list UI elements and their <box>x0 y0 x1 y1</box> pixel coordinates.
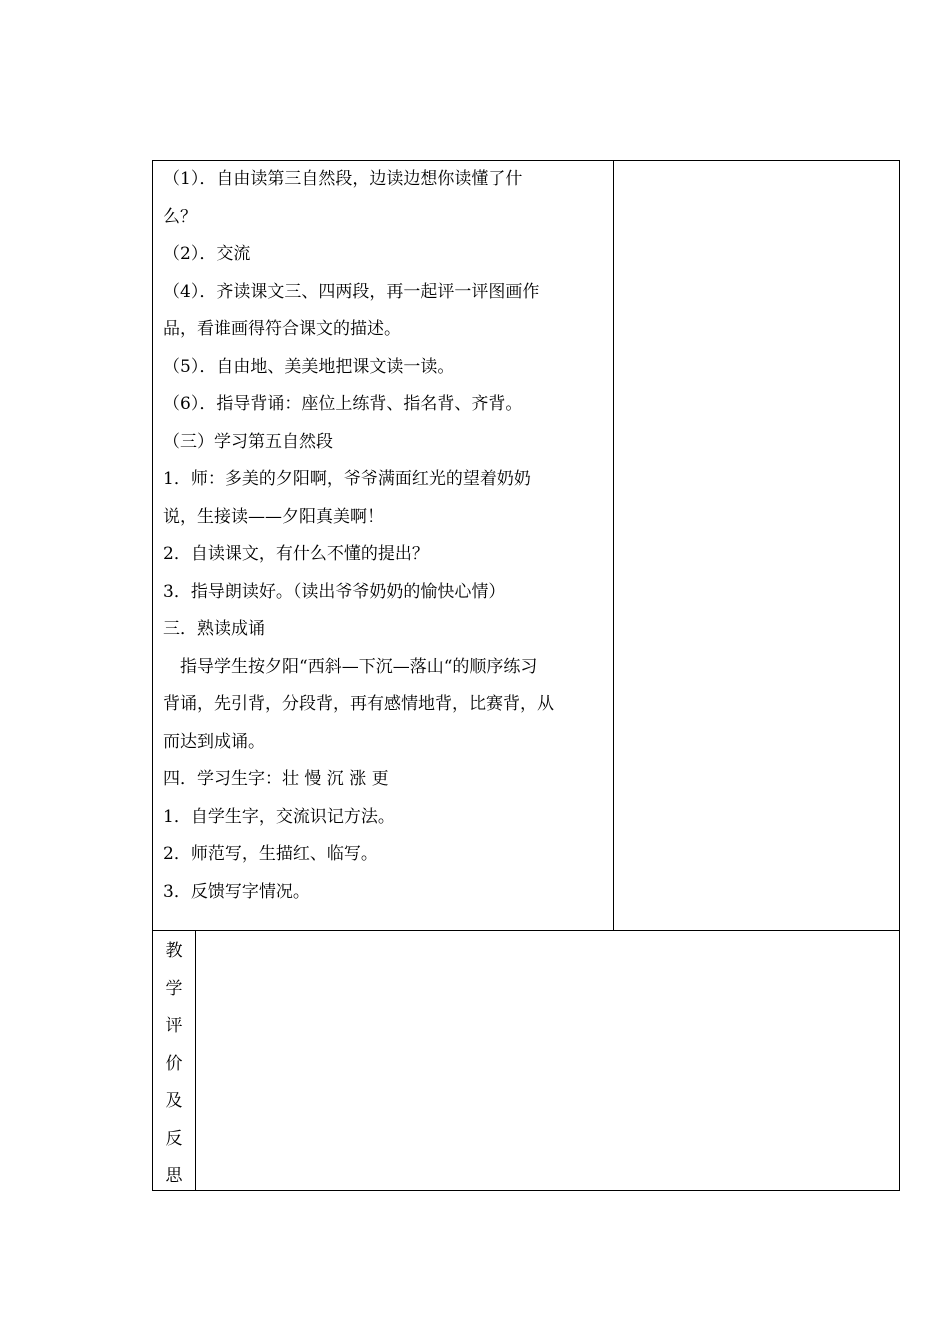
lesson-line: （2）．交流 <box>163 244 251 264</box>
reflection-content-cell <box>196 931 899 1190</box>
lesson-line: （5）．自由地、美美地把课文读一读。 <box>163 356 455 377</box>
lesson-line: （4）．齐读课文三、四两段，再一起评一评图画作 <box>163 281 540 302</box>
lesson-line: 四．学习生字：壮 慢 沉 涨 更 <box>163 769 389 789</box>
teaching-process-cell <box>153 161 614 930</box>
reflection-label-char: 评 <box>165 1016 183 1036</box>
lesson-line: 1．自学生字，交流识记方法。 <box>163 806 395 827</box>
lesson-line: 三．熟读成诵 <box>163 619 265 639</box>
lesson-line: （6）．指导背诵：座位上练背、指名背、齐背。 <box>163 394 523 414</box>
lesson-line: 3．指导朗读好。（读出爷爷奶奶的愉快心情） <box>163 581 506 602</box>
lesson-line: 2．自读课文，有什么不懂的提出？ <box>163 544 429 564</box>
reflection-label-cell <box>153 931 196 1190</box>
notes-cell <box>614 161 899 930</box>
reflection-label-char: 教 <box>165 941 183 961</box>
lesson-plan-table <box>152 160 900 1191</box>
reflection-label-char: 价 <box>165 1053 183 1074</box>
lesson-line: 指导学生按夕阳“西斜—下沉—落山“的顺序练习 <box>180 656 538 677</box>
reflection-label-char: 学 <box>165 978 183 999</box>
lesson-line: 么？ <box>163 206 197 227</box>
reflection-label-char: 思 <box>165 1166 183 1186</box>
lesson-line: （三）学习第五自然段 <box>163 431 333 452</box>
lesson-line: 背诵，先引背，分段背，再有感情地背，比赛背，从 <box>163 694 554 714</box>
reflection-label-char: 反 <box>165 1128 183 1149</box>
lesson-line: 1．师：多美的夕阳啊，爷爷满面红光的望着奶奶 <box>163 469 531 489</box>
lesson-line: （1）．自由读第三自然段，边读边想你读懂了什 <box>163 169 523 189</box>
lesson-line: 3．反馈写字情况。 <box>163 881 310 902</box>
lesson-line: 而达到成诵。 <box>163 731 265 752</box>
lesson-line: 说，生接读——夕阳真美啊！ <box>163 506 384 527</box>
lesson-line: 品，看谁画得符合课文的描述。 <box>163 319 401 339</box>
lesson-line: 2．师范写，生描红、临写。 <box>163 844 378 864</box>
reflection-label-char: 及 <box>165 1091 183 1111</box>
